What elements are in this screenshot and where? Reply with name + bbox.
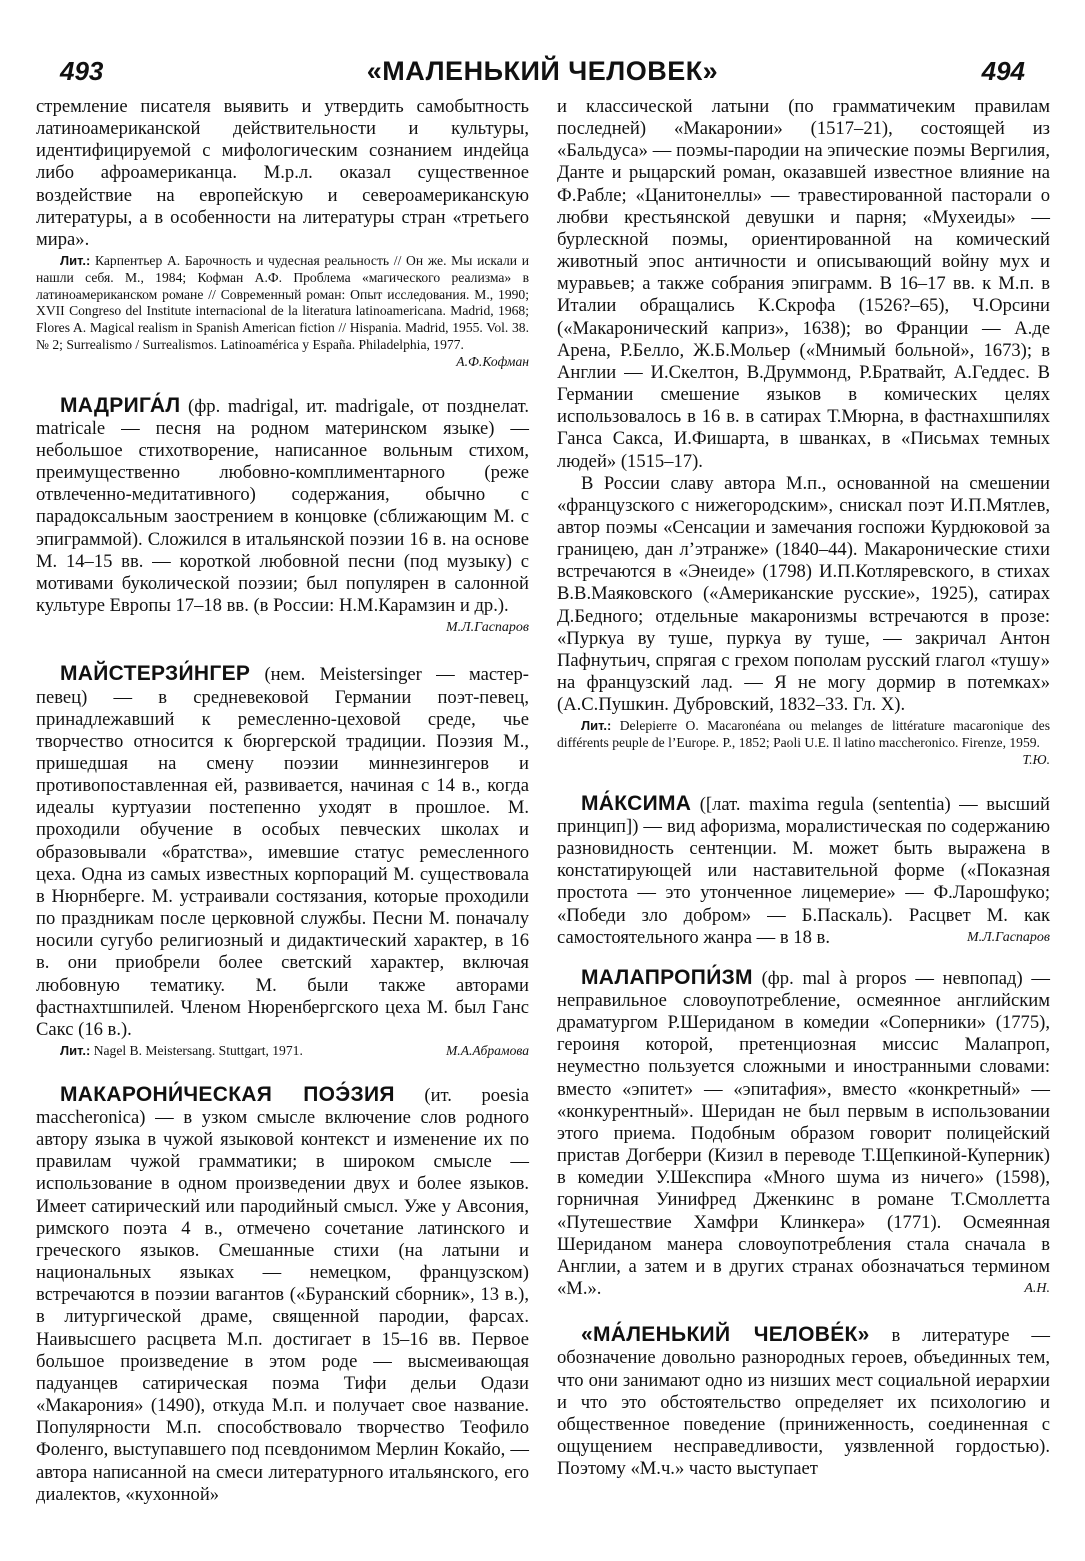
author-signature: М.Л.Гаспаров [445, 620, 529, 636]
entry-headword: МАДРИГА́Л [60, 393, 181, 417]
author-signature: М.А.Абрамова [445, 1043, 529, 1059]
entry-headword: МА́КСИМА [581, 791, 692, 815]
entry-maxima [557, 793, 1050, 949]
bibliography [36, 253, 529, 371]
entry-text: (фр. mal à propos — невпопад) — неправильное словоупотребление, осмеянное английским драматургом Р.Шериданом в комедии «Соперники» (1775), героиня которой, претенциозная миссис Малапроп, неуместно пользуется сложными и иностранными словами: вместо «эпитет» — «эпитафия», вместо «конкретный» — «конкурентный». Шеридан не был первым в использовании этого приема. Подобным образом говорит полицейский пристав Догберри (Кизил в переводе Т.Щепкиной-Куперник) в комедии У.Шекспира «Много шума из ничего» (1598), горничная Уинифред Дженкинс в романе Т.Смоллетта «Путешествие Хамфри Клинкера» (1771). Осмеянная Шериданом манера словоупотребления стала сначала в Англии, а затем и в других странах обозначаться термином «М.». [557, 967, 1050, 1300]
author-signature: А.Ф.Кофман [456, 353, 529, 369]
entry-meistersinger [36, 663, 529, 1041]
bibliography-label: Лит.: [60, 253, 91, 269]
entry-text: (фр. madrigal, ит. madrigale, от позднелат. matricale — песня на родном материнском языке) — небольшое стихотворение, написанное вольным стихом, преимущественно любовно-комплиментарного (реже отвлеченно-медитативного) содержания, обычно с парадоксальным заострением в концовке (сближающим М. с эпиграммой). Сложился в итальянской поэзии 16 в. на основе М. 14–15 вв. — короткой любовной песни (под музыку) с мотивами буколической поэзии; был популярен в салонной культуре Европы 17–18 вв. (в России: Н.М.Карамзин и др.). [36, 395, 529, 617]
entry-madrigal [36, 395, 529, 640]
entry-headword: МАЙСТЕРЗИ́НГЕР [60, 662, 251, 686]
right-column [557, 96, 1050, 1480]
entry-malapropism [557, 967, 1050, 1300]
entry-text: (ит. poesia maccheronica) — в узком смысле включение слов родного автору языка в чужой языковой контекст и изменение их по правилам чужой грамматики; в широком смысле — использование в одном произведении двух и более языков. Имеет сатирический или пародийный смысл. Уже у Авсония, римского поэта 4 в., отмечено сочетание латинского и греческого языков. Смешанные стихи (на латыни и национальных языках — немецком, французском) встречаются в поэзии вагантов («Буранский сборник», 13 в.), в литургической драме, священной пародии, фарсах. Наивысшего расцвета М.п. достигает в 15–16 вв. Первое большое произведение в этом роде — высмеивающая падуанцев сатирическая поэма Тифи дельи Одази «Макарония» (1490), откуда М.п. и получает свое название. Популярности М.п. способствовало творчество Теофило Фоленго, выступавшего под псевдонимом Мерлин Кокайо, — автора написанной на смеси литературного итальянского, его диалектов, «кухонной» [36, 1084, 529, 1505]
left-column [36, 96, 529, 1506]
entry-text: (нем. Meistersinger — мастер-певец) — в средневековой Германии поэт-певец, принадлежавший к ремесленно-цеховой среде, чье творчество относится к бюргерской традиции. Поэзия М., пришедшая на смену поэзии миннезингеров и противопоставленная ей, развивается, начиная с 14 в., когда идеалы куртуазии постепенно уходят в прошлое. М. проходили обучение в особых певческих школах и образовывали «братства», имевшие статус ремесленного цеха. Одна из самых известных корпораций М. существовала в Нюрнберге. М. устраивали состязания, которые проходили по праздникам после церковной службы. Песни М. поначалу носили сугубо религиозный и дидактический характер, в 16 в. они приобрели более светский характер, включая любовную тематику. М. были также авторами фастнахтшпилей. Членом Нюренбергского цеха М. был Ганс Сакс (16 в.). [36, 664, 529, 1040]
paragraph: В России славу автора М.п., основанной на смешении «французского с нижегородским», снискал поэт И.П.Мятлев, автор поэмы «Сенсации и замечания госпожи Курдюковой за границею, дан л’этранже» (1840–44). Макаронические стихи встречаются в «Энеиде» (1798) И.П.Котляревского, в стихах В.В.Маяковского («Американские русские», 1925), сатирах Д.Бедного; отдельные макаронизмы встречаются в прозе: «Пуркуа ву туше, пуркуа ву туше, — закричал Антон Пафнутьич, спрягая с грехом пополам русский глагол «тушу» на французский лад. — Я не могу дормир в потемках» (А.С.Пушкин. Дубровский, 1832–33. Гл. X). [557, 472, 1050, 716]
entry-headword: «МА́ЛЕНЬКИЙ ЧЕЛОВЕ́К» [581, 1323, 870, 1347]
bibliography [36, 1043, 529, 1060]
continued-paragraph: и классической латыни (по грамматичеким правилам последней) «Макаронии» (1517–21), состоящей из «Бальдуса» — поэмы-пародии на эпические поэмы Вергилия, Данте и рыцарский роман, оказавшей известное влияние на Ф.Рабле; «Цанитонеллы» — травестированной пасторали о любви крестьянской девушки и парня; «Мухеиды» — бурлескной поэмы, ориентированной на комический животный эпос античности и описывающий войну мух и муравьев; а также собрания эпиграмм. В 16–17 вв. к М.п. в Италии обращались К.Скрофа (1526?–65), Ч.Орсини («Макаронический каприз», 1638); во Франции — А.де Арена, Р.Белло, Ж.Б.Мольер («Мнимый больной», 1673); в Англии — И.Скелтон, В.Друммонд, Р.Братвайт, А.Геддес. В Германии смешение языков в комических целях использовалось в 16 в. в сатирах Т.Мюрна, в фастнахшпилях Ганса Сакса, И.Фишарта, в шванках, в «Письмах темных людей» (1515–17). [557, 96, 1050, 472]
entry-headword: МАЛАПРОПИ́ЗМ [581, 965, 753, 989]
running-title: «МАЛЕНЬКИЙ ЧЕЛОВЕК» [366, 56, 719, 86]
bibliography-label: Лит.: [581, 718, 612, 734]
entry-little-man [557, 1324, 1050, 1480]
author-signature: М.Л.Гаспаров [966, 929, 1050, 945]
page-number-right: 494 [981, 56, 1025, 86]
author-signature: Т.Ю. [1022, 751, 1050, 767]
page-header [0, 0, 1085, 90]
entry-macaronic-poetry [36, 1084, 529, 1506]
continued-paragraph: стремление писателя выявить и утвердить самобытность латиноамериканской действительности и культуры, идентифицируемой с мифологическим сознанием индейца либо афроамериканца. М.р.л. оказал существенное воздействие на европейскую и североамериканскую литературы, а в особенности на литературы стран «третьего мира». [36, 96, 529, 250]
entry-text: в литературе — обозначение довольно разнородных героев, объединных тем, что они занимают одно из низших мест социальной иерархии и что это обстоятельство определяет их психологию и общественное поведение (приниженность, соединенная с ощущением несправедливости, уязвленной гордостью). Поэтому «М.ч.» часто выступает [557, 1325, 1050, 1480]
bibliography [557, 718, 1050, 768]
bibliography-text: Delepierre O. Macaronéana ou melanges de littérature macaronique des différents peuple de l’Europe. P., 1852; Paoli U.E. Il latino maccheronico. Firenze, 1959. [557, 718, 1050, 751]
entry-headword: МАКАРОНИ́ЧЕСКАЯ ПОЭ́ЗИЯ [60, 1082, 395, 1106]
page-number-left: 493 [60, 56, 104, 86]
bibliography-text: Nagel B. Meistersang. Stuttgart, 1971. [93, 1043, 303, 1059]
bibliography-text: Карпентьер А. Барочность и чудесная реальность // Он же. Мы искали и нашли себя. М., 1984; Кофман А.Ф. Проблема «магического реализма» в латиноамериканском романе // Современный роман: Опыт исследования. М., 1990; XVII Congreso del Institute internacional de la literatura latinoamericana. Madrid, 1968; Flores A. Magical realism in Spanish American fiction // Hispania. Madrid, 1955. Vol. 38. № 2; Surrealismo / Surrealismos. Latinoamérica y España. Philadelphia, 1977. [36, 253, 529, 353]
bibliography-label: Лит.: [60, 1043, 91, 1059]
author-signature: А.Н. [1024, 1281, 1050, 1297]
entry-text: ([лат. maxima regula (sententia) — высший принцип]) — вид афоризма, моралистическая по содержанию разновидность сентенции. М. может быть выражена в констатирующей или наставительной форме («Показная простота — это утонченное лицемерие» — Ф.Ларошфуко; «Победи зло добром» — Б.Паскаль). Расцвет М. как самостоятельного жанра — в 18 в. [557, 793, 1050, 948]
